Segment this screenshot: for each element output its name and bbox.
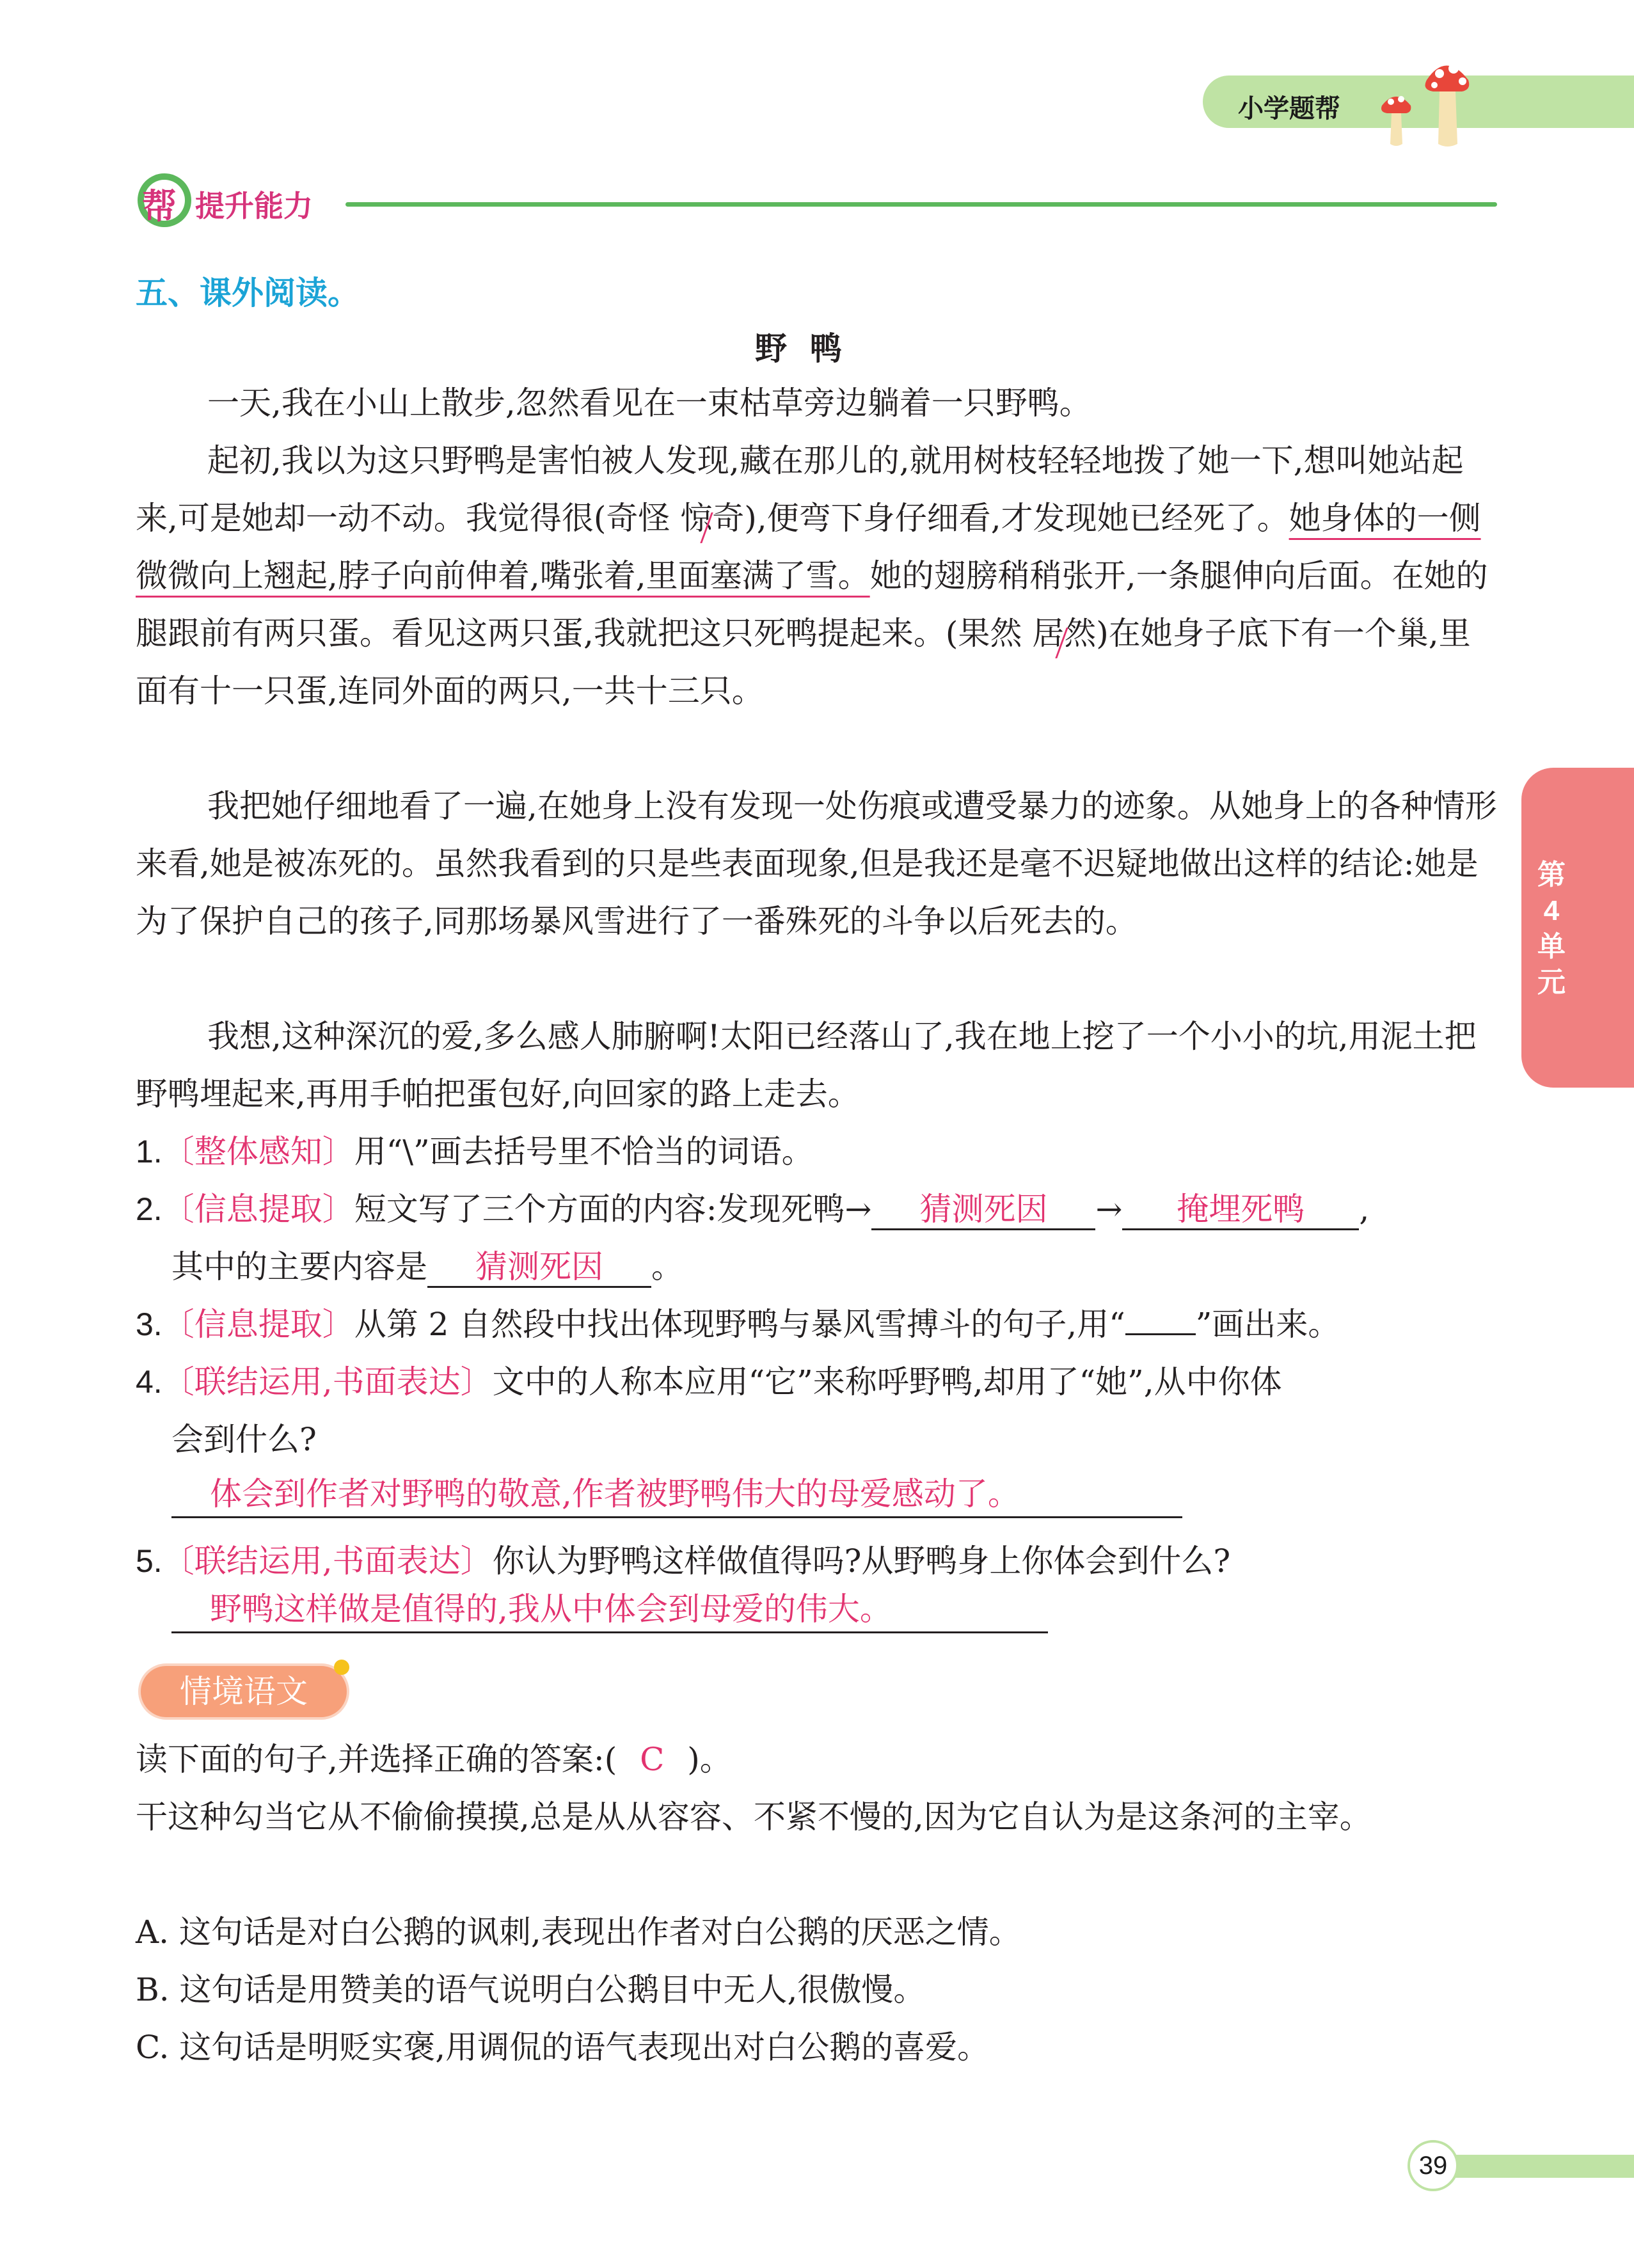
answer-line-4[interactable]: 体会到作者对野鸭的敬意,作者被野鸭伟大的母爱感动了。 — [171, 1471, 1182, 1518]
question-2-line-2: 其中的主要内容是 猜测死因 。 — [171, 1238, 683, 1296]
option-c[interactable]: C. 这句话是明贬实褒,用调侃的语气表现出对白公鹅的喜爱。 — [136, 2029, 990, 2066]
context-prompt: 读下面的句子,并选择正确的答案:( C )。 — [136, 1731, 732, 1788]
question-tag: 〔整体感知〕 — [162, 1133, 354, 1170]
question-4-line-2: 会到什么? — [171, 1421, 317, 1458]
answer-blank-3[interactable]: 猜测死因 — [427, 1248, 651, 1288]
question-4: 4.〔联结运用,书面表达〕文中的人称本应用“它”来称呼野鸭,却用了“她”,从中你体 — [136, 1363, 1282, 1400]
banner-title: 提升能力 — [195, 189, 313, 223]
struck-word: 惊奇 — [680, 500, 744, 537]
question-3: 3.〔信息提取〕从第 2 自然段中找出体现野鸭与暴风雪搏斗的句子,用“ ”画出来。 — [136, 1306, 1340, 1343]
question-2: 2.〔信息提取〕短文写了三个方面的内容:发现死鸭→ 猜测死因 → 掩埋死鸭 , — [136, 1180, 1369, 1238]
context-answer[interactable]: C — [640, 1741, 665, 1778]
story-title: 野鸭 — [755, 329, 865, 367]
question-tag: 〔联结运用,书面表达〕 — [162, 1363, 493, 1400]
unit-side-label: 第4单元 — [1537, 859, 1566, 998]
paragraph-text: ),便弯下身仔细看,才发现她已经死了。 — [744, 500, 1289, 537]
struck-word-2: 居然 — [1032, 615, 1096, 652]
option-b[interactable]: B. 这句话是用赞美的语气说明白公鹅目中无人,很傲慢。 — [136, 1971, 926, 2008]
underline-sample — [1125, 1333, 1196, 1335]
story-paragraph-4: 我想,这种深沉的爱,多么感人肺腑啊!太阳已经落山了,我在地上挖了一个小小的坑,用泥土把野鸭埋起来,再用手帕把蛋包好,向回家的路上走去。 — [136, 1018, 1477, 1113]
question-tag: 〔信息提取〕 — [162, 1191, 354, 1228]
paragraph-text: 她的翅膀稍稍张开,一条腿伸向后面。在她的腿跟前有两只蛋。看见这两只蛋,我就把这只死鸭提起来。(果然 — [136, 557, 1488, 652]
mushroom-icon — [1350, 54, 1478, 150]
question-5: 5.〔联结运用,书面表达〕你认为野鸭这样做值得吗?从野鸭身上你体会到什么? — [136, 1542, 1231, 1580]
answer-blank-1[interactable]: 猜测死因 — [871, 1190, 1095, 1230]
story-paragraph-3: 我把她仔细地看了一遍,在她身上没有发现一处伤痕或遭受暴力的迹象。从她身上的各种情形来看,她是被冻死的。虽然我看到的只是些表面现象,但是我还是毫不迟疑地做出这样的结论:她是为了保护自己的孩子,同那场暴风雪进行了一番殊死的斗争以后死去的。 — [136, 788, 1497, 940]
question-tag: 〔信息提取〕 — [162, 1306, 354, 1343]
paragraph-text: 起初,我以为这只野鸭是害怕被人发现,藏在那儿的,就用树枝轻轻地拨了她一下,想叫她站起来,可是她却一动不动。我觉得很(奇怪 — [136, 442, 1464, 537]
page-number: 39 — [1408, 2140, 1459, 2191]
answer-blank-2[interactable]: 掩埋死鸭 — [1122, 1190, 1359, 1230]
paragraph-text: )在她身子底下有一个巢,里面有十一只蛋,连同外面的两只,一共十三只。 — [136, 615, 1471, 710]
option-a[interactable]: A. 这句话是对白公鹅的讽刺,表现出作者对白公鹅的厌恶之情。 — [136, 1914, 1021, 1951]
question-tag: 〔联结运用,书面表达〕 — [162, 1542, 493, 1580]
question-1: 1.〔整体感知〕用“\”画去括号里不恰当的词语。 — [136, 1133, 814, 1170]
answer-line-5[interactable]: 野鸭这样做是值得的,我从中体会到母爱的伟大。 — [171, 1587, 1048, 1633]
context-pill: 情境语文 — [138, 1663, 349, 1720]
banner-badge-char: 帮 — [142, 186, 177, 226]
header-label: 小学题帮 — [1238, 94, 1340, 123]
star-icon — [333, 1658, 351, 1676]
section-title: 五、课外阅读。 — [136, 274, 360, 312]
story-paragraph-1: 一天,我在小山上散步,忽然看见在一束枯草旁边躺着一只野鸭。 — [207, 385, 1091, 422]
story-paragraph-2 — [136, 432, 1498, 720]
context-sentence: 干这种勾当它从不偷偷摸摸,总是从从容容、不紧不慢的,因为它自认为是这条河的主宰。 — [136, 1798, 1372, 1836]
banner-divider — [345, 202, 1497, 207]
underlined-sentence: 她身体的一侧微微向上翘起,脖子向前伸着,嘴张着,里面塞满了雪。 — [136, 500, 1481, 594]
